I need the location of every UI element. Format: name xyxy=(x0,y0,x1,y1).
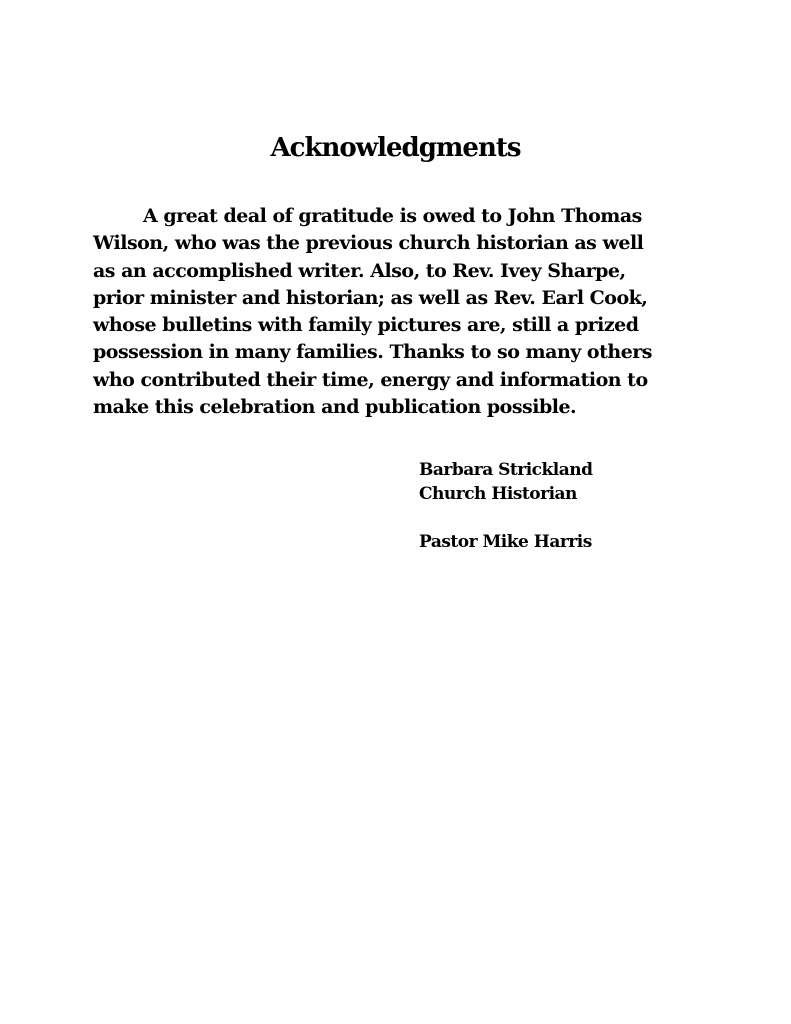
paragraph-line: Wilson, who was the previous church historian as well xyxy=(93,232,644,255)
acknowledgment-paragraph xyxy=(93,203,693,421)
paragraph-line: as an accomplished writer. Also, to Rev. Ivey Sharpe, xyxy=(93,259,626,282)
page-title: Acknowledgments xyxy=(270,133,521,163)
paragraph-line: possession in many families. Thanks to so many others xyxy=(93,341,652,364)
paragraph-line: A great deal of gratitude is owed to John Thomas xyxy=(143,205,642,227)
paragraph-line: make this celebration and publication possible. xyxy=(93,396,577,419)
signature-block xyxy=(419,458,593,554)
signature-spacer xyxy=(419,506,593,530)
signature-name: Barbara Strickland xyxy=(419,460,593,480)
paragraph-line: prior minister and historian; as well as Rev. Earl Cook, xyxy=(93,286,648,309)
paragraph-line: who contributed their time, energy and information to xyxy=(93,368,648,391)
signature-role: Church Historian xyxy=(419,484,577,504)
pastor-name: Pastor Mike Harris xyxy=(419,532,592,552)
paragraph-line: whose bulletins with family pictures are, still a prized xyxy=(93,314,639,337)
